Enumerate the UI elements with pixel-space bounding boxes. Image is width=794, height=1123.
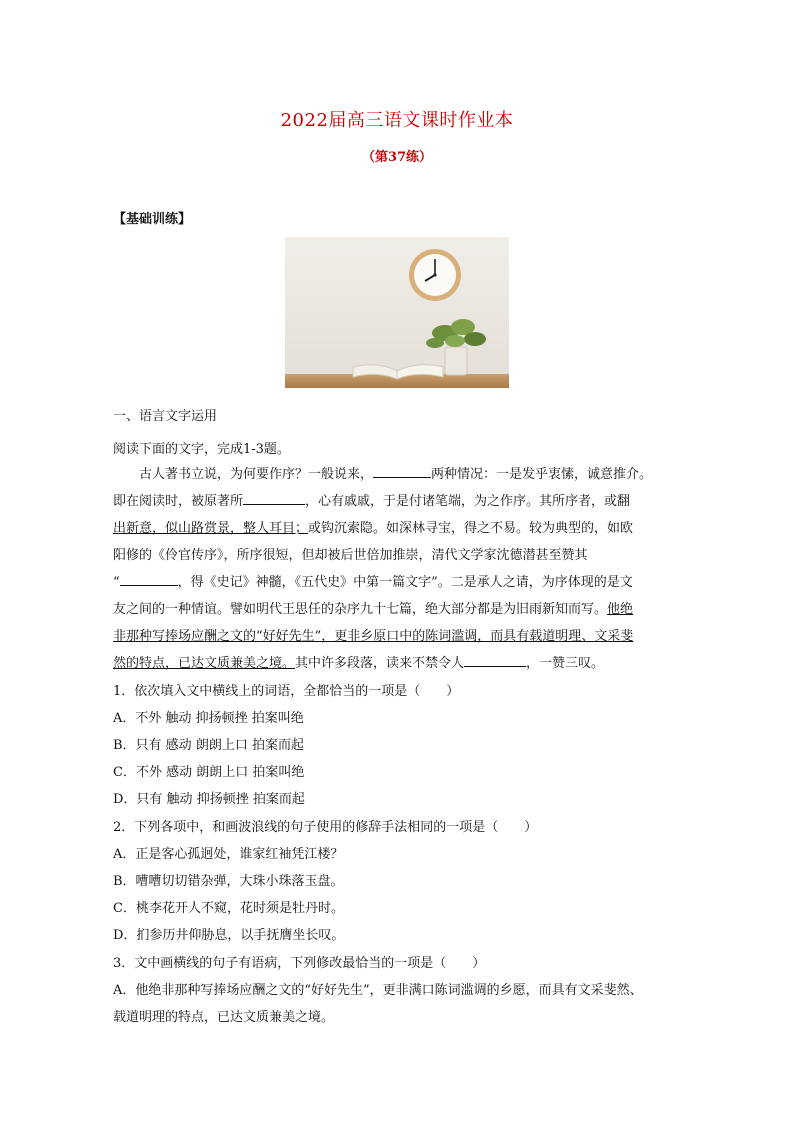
question-1-stem: 1．依次填入文中横线上的词语，全都恰当的一项是（ ）: [113, 684, 460, 699]
passage-text: 即在阅读时，被原著所: [113, 494, 244, 509]
passage-text: ，得《史记》神髓，《五代史》中第一篇文字”。二是承人之请，为序体现的是文: [177, 575, 633, 590]
question-2-stem: 2．下列各项中，和画波浪线的句子使用的修辞手法相同的一项是（ ）: [113, 820, 538, 835]
section-tag: 【基础训练】: [113, 212, 192, 227]
part1-heading: 一、语言文字运用: [113, 409, 218, 424]
passage-line-5: [113, 571, 688, 590]
blank-1: [373, 465, 431, 478]
blank-2: [243, 492, 305, 505]
passage-text: 或钩沉索隐。如深林寻宝，得之不易。较为典型的，如欧: [308, 521, 634, 536]
passage-line-2: [113, 490, 688, 509]
blank-3: [120, 573, 178, 586]
underlined-sentence: 出新意，似山路赏景，整人耳目；: [113, 521, 309, 536]
question-2-option-d: D．扪参历井仰胁息，以手抚膺坐长叹。: [113, 928, 345, 943]
question-2-option-b: B．嘈嘈切切错杂弹，大珠小珠落玉盘。: [113, 874, 344, 889]
passage-line-6: [113, 598, 688, 617]
page-subtitle: （第37练）: [361, 150, 433, 165]
page-title: 2022届高三语文课时作业本: [280, 110, 514, 131]
passage-text: 友之间的一种情谊。譬如明代王思任的杂序九十七篇，绝大部分都是为旧雨新知而写。: [113, 602, 608, 617]
passage-line-3: [113, 517, 688, 536]
passage-text: ，一赞三叹。: [526, 656, 605, 671]
passage-text: 其中许多段落，读来不禁令人: [295, 656, 465, 671]
passage-line-4: 阳修的《伶官传序》，所序很短，但却被后世倍加推崇，清代文学家沈德潜甚至赞其: [113, 548, 588, 563]
passage-text: 古人著书立说，为何要作序？一般说来，: [139, 467, 374, 482]
question-1-option-d: D．只有 触动 抑扬顿挫 拍案而起: [113, 792, 305, 807]
underlined-sentence: 他绝: [607, 602, 634, 617]
question-2-option-c: C．桃李花开人不窥，花时须是牡丹时。: [113, 901, 344, 916]
question-1-option-b: B．只有 感动 朗朗上口 拍案而起: [113, 738, 304, 753]
blank-4: [464, 654, 526, 667]
question-3-option-a-line-1: A．他绝非那种写捧场应酬之文的“好好先生”，更非满口陈词滥调的乡愿，而具有文采斐然、: [113, 983, 643, 998]
question-3-stem: 3．文中画横线的句子有语病，下列修改最恰当的一项是（ ）: [113, 956, 486, 971]
question-3-option-a-line-2: 载道明理的特点，已达文质兼美之境。: [113, 1010, 335, 1025]
passage-line-7: [113, 625, 688, 644]
underlined-sentence: 非那种写捧场应酬之文的“好好先生”，更非乡原口中的陈词滥调，而具有载道明理、文采斐: [113, 629, 634, 644]
passage-line-8: [113, 652, 688, 671]
question-1-option-c: C．不外 感动 朗朗上口 拍案叫绝: [113, 765, 305, 780]
question-1-option-a: A．不外 触动 抑扬顿挫 拍案叫绝: [113, 711, 304, 726]
clock-icon: [409, 249, 461, 301]
passage-text: “: [113, 575, 120, 590]
passage-line-1: [113, 463, 714, 482]
question-2-option-a: A．正是客心孤迥处，谁家红袖凭江楼？: [113, 847, 344, 862]
underlined-sentence: 然的特点，已达文质兼美之境。: [113, 656, 296, 671]
passage-text: ，心有戚戚，于是付诸笔端，为之作序。其所序者，或翻: [305, 494, 631, 509]
passage-text: 两种情况：一是发乎衷愫，诚意推介。: [431, 467, 653, 482]
part1-instruction: 阅读下面的文字，完成1-3题。: [113, 442, 290, 457]
clock-plant-book-photo: [285, 237, 509, 388]
